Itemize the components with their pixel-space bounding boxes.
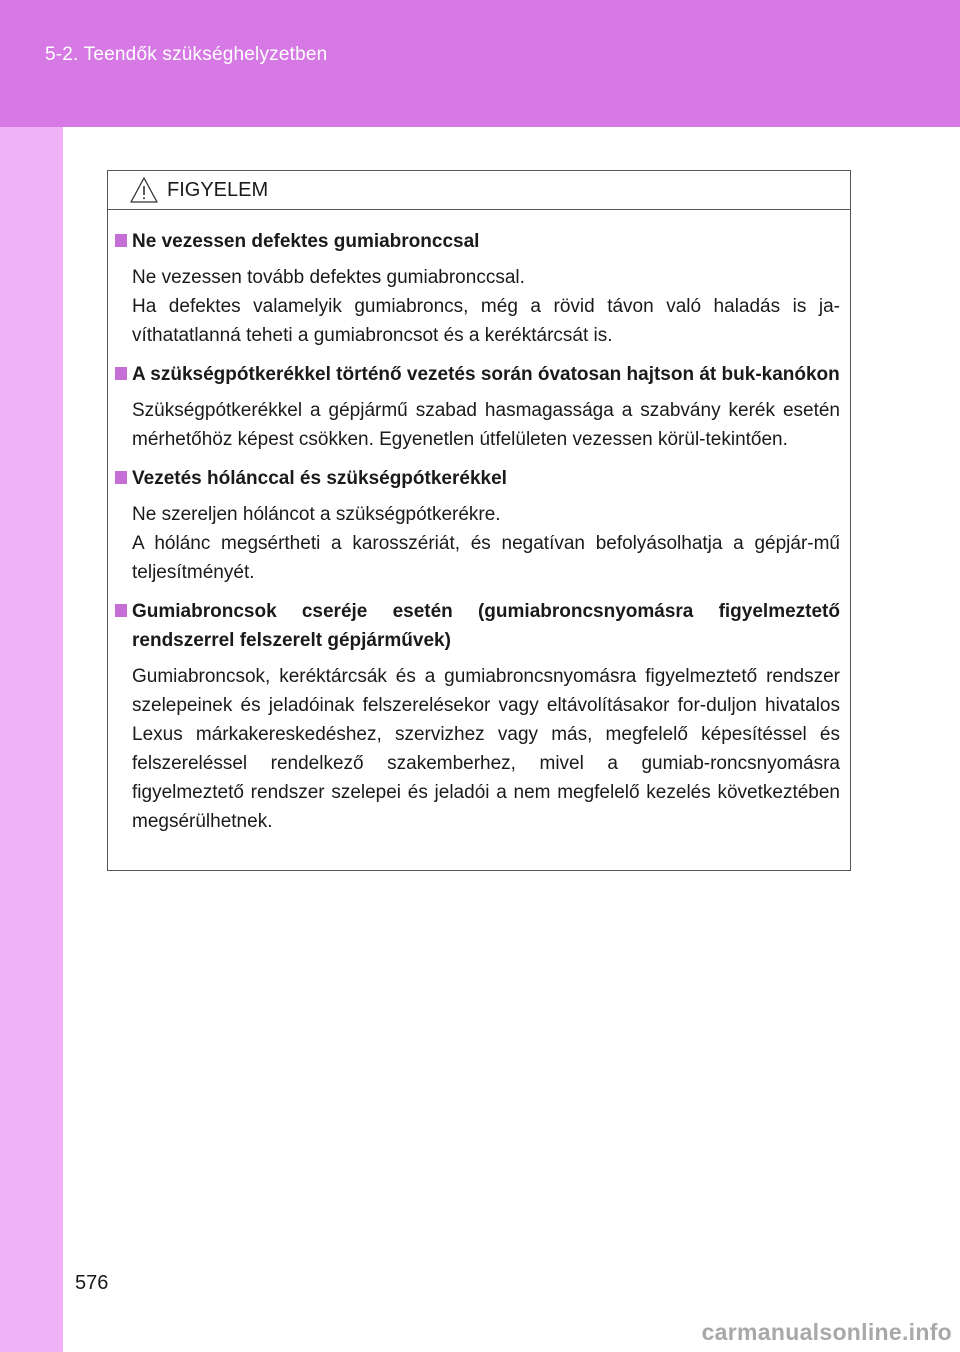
warning-content: [108, 210, 850, 846]
item-heading: A szükségpótkerékkel történő vezetés során óvatosan hajtson át buk-kanókon: [115, 360, 840, 389]
item-paragraph: Gumiabroncsok, keréktárcsák és a gumiabroncsnyomásra figyelmeztető rendszer szelepeinek és jeladóinak felszerelésekor vagy eltávolításakor for-duljon hivatalos Lexus márkakereskedéshez, szervizhez vagy más, megfelelő képesítéssel és felszereléssel rendelkező szakemberhez, mivel a gumiab-roncsnyomásra figyelmeztető rendszer szelepei és jeladói a nem megfelelő kezelés következtében megsérülhetnek.: [132, 666, 840, 832]
warning-item: [115, 227, 840, 350]
warning-title: FIGYELEM: [167, 179, 269, 201]
item-body: [115, 662, 840, 836]
warning-item: [115, 597, 840, 836]
warning-triangle-icon: [128, 174, 160, 206]
square-bullet-icon: [115, 367, 127, 380]
page-side-band: [0, 0, 63, 1352]
item-paragraph: Ne szereljen hóláncot a szükségpótkerékre.: [132, 504, 501, 525]
item-heading: Gumiabroncsok cseréje esetén (gumiabroncsnyomásra figyelmeztető rendszerrel felszerelt gépjárművek): [115, 597, 840, 655]
warning-box: [107, 170, 851, 871]
item-paragraph: Szükségpótkerékkel a gépjármű szabad hasmagassága a szabvány kerék esetén mérhetőhöz képest csökken. Egyenetlen útfelületen vezessen körül-tekintően.: [132, 400, 840, 450]
warning-header: [108, 171, 850, 210]
item-paragraph: Ha defektes valamelyik gumiabroncs, még a rövid távon való haladás is ja-víthatatlanná teheti a gumiabroncsot és a keréktárcsát is.: [132, 296, 840, 346]
item-body: [115, 396, 840, 454]
item-paragraph: A hólánc megsértheti a karosszériát, és negatívan befolyásolhatja a gépjár-mű teljesítményét.: [132, 533, 840, 583]
watermark: carmanualsonline.info: [701, 1319, 952, 1345]
item-body: [115, 500, 840, 587]
square-bullet-icon: [115, 234, 127, 247]
item-body: [115, 263, 840, 350]
page-number: 576: [75, 1272, 109, 1294]
item-paragraph: Ne vezessen tovább defektes gumiabronccsal.: [132, 267, 525, 288]
item-heading: Ne vezessen defektes gumiabronccsal: [115, 227, 840, 256]
page-header-band: [0, 0, 960, 127]
square-bullet-icon: [115, 604, 127, 617]
warning-item: [115, 360, 840, 454]
warning-item: [115, 464, 840, 587]
item-heading: Vezetés hólánccal és szükségpótkerékkel: [115, 464, 840, 493]
section-title: 5-2. Teendők szükséghelyzetben: [45, 44, 328, 65]
square-bullet-icon: [115, 471, 127, 484]
